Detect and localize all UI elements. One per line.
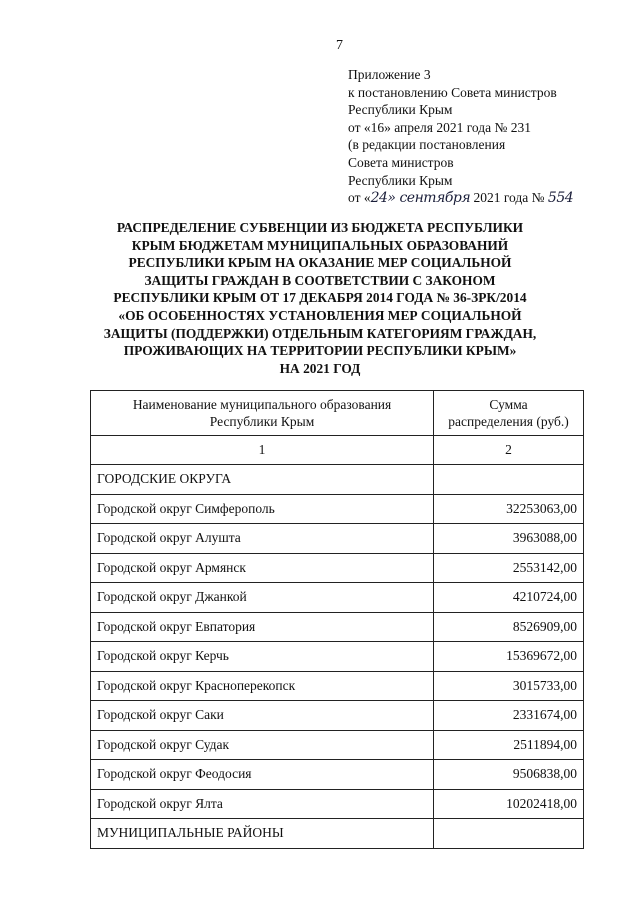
municipality-name-cell: Городской округ Евпатория [91,612,434,642]
municipality-name-cell: Городской округ Судак [91,730,434,760]
distribution-sum-cell: 3963088,00 [434,524,584,554]
title-line: ЗАЩИТЫ (ПОДДЕРЖКИ) ОТДЕЛЬНЫМ КАТЕГОРИЯМ ГРАЖДАН, [103,325,537,341]
table-column-numbers-row [91,436,584,465]
table-section-row [91,819,584,849]
appendix-block [348,66,628,208]
distribution-sum-cell [434,465,584,495]
table-row [91,730,584,760]
table-row [91,760,584,790]
municipality-name-cell: МУНИЦИПАЛЬНЫЕ РАЙОНЫ [91,819,434,849]
header-sum-line: распределения (руб.) [448,414,569,429]
municipality-name-cell: Городской округ Керчь [91,642,434,672]
table-row [91,494,584,524]
column-number-1: 1 [91,436,434,465]
table-row [91,612,584,642]
document-title [90,219,550,377]
distribution-sum-cell: 2553142,00 [434,553,584,583]
municipality-name-cell: Городской округ Красноперекопск [91,671,434,701]
appendix-line: Республики Крым [348,172,453,188]
table-row [91,701,584,731]
distribution-sum-cell [434,819,584,849]
distribution-sum-cell: 8526909,00 [434,612,584,642]
handwritten-date: 24» сентября [370,190,471,207]
appendix-amendment-date-line [348,189,628,208]
municipality-name-cell: Городской округ Ялта [91,789,434,819]
table-row [91,789,584,819]
table-row [91,671,584,701]
title-line: ЗАЩИТЫ ГРАЖДАН В СООТВЕТСТВИИ С ЗАКОНОМ [144,272,496,288]
header-sum-line: Сумма [489,397,528,412]
distribution-table [90,390,584,849]
title-line: РАСПРЕДЕЛЕНИЕ СУБВЕНЦИИ ИЗ БЮДЖЕТА РЕСПУБЛИКИ [116,220,524,235]
header-sum-cell [434,391,584,436]
table-header-row [91,391,584,436]
table-row [91,524,584,554]
amendment-prefix: от « [348,190,371,206]
title-line: РЕСПУБЛИКИ КРЫМ ОТ 17 ДЕКАБРЯ 2014 ГОДА № 36-ЗРК/2014 [113,290,527,306]
distribution-sum-cell: 4210724,00 [434,583,584,613]
handwritten-number: 554 [547,190,574,207]
appendix-line: Совета министров [348,154,454,170]
distribution-sum-cell: 32253063,00 [434,494,584,524]
distribution-sum-cell: 3015733,00 [434,671,584,701]
municipality-name-cell: Городской округ Симферополь [91,494,434,524]
amendment-year: 2021 года № [473,190,545,206]
title-line: НА 2021 ГОД [279,360,361,376]
header-name-cell [91,391,434,436]
municipality-name-cell: Городской округ Феодосия [91,760,434,790]
title-line: РЕСПУБЛИКИ КРЫМ НА ОКАЗАНИЕ МЕР СОЦИАЛЬНОЙ [128,255,512,271]
municipality-name-cell: ГОРОДСКИЕ ОКРУГА [91,465,434,495]
table-row [91,583,584,613]
header-name-line: Республики Крым [209,414,315,429]
appendix-line: Республики Крым [348,102,453,118]
table-row [91,642,584,672]
title-line: «ОБ ОСОБЕННОСТЯХ УСТАНОВЛЕНИЯ МЕР СОЦИАЛЬНОЙ [118,307,522,323]
title-line: КРЫМ БЮДЖЕТАМ МУНИЦИПАЛЬНЫХ ОБРАЗОВАНИЙ [131,237,509,253]
table-row [91,553,584,583]
distribution-sum-cell: 2511894,00 [434,730,584,760]
page-number: 7 [336,38,343,53]
appendix-line: Приложение 3 [348,67,431,82]
municipality-name-cell: Городской округ Армянск [91,553,434,583]
appendix-line: от «16» апреля 2021 года № 231 [348,119,532,135]
distribution-sum-cell: 15369672,00 [434,642,584,672]
municipality-name-cell: Городской округ Джанкой [91,583,434,613]
distribution-sum-cell: 2331674,00 [434,701,584,731]
municipality-name-cell: Городской округ Саки [91,701,434,731]
header-name-line: Наименование муниципального образования [132,397,392,412]
appendix-line: (в редакции постановления [348,137,506,153]
column-number-2: 2 [434,436,584,465]
municipality-name-cell: Городской округ Алушта [91,524,434,554]
appendix-line: к постановлению Совета министров [348,84,557,100]
title-line: ПРОЖИВАЮЩИХ НА ТЕРРИТОРИИ РЕСПУБЛИКИ КРЫМ» [123,343,517,359]
table-section-row [91,465,584,495]
distribution-sum-cell: 9506838,00 [434,760,584,790]
distribution-sum-cell: 10202418,00 [434,789,584,819]
